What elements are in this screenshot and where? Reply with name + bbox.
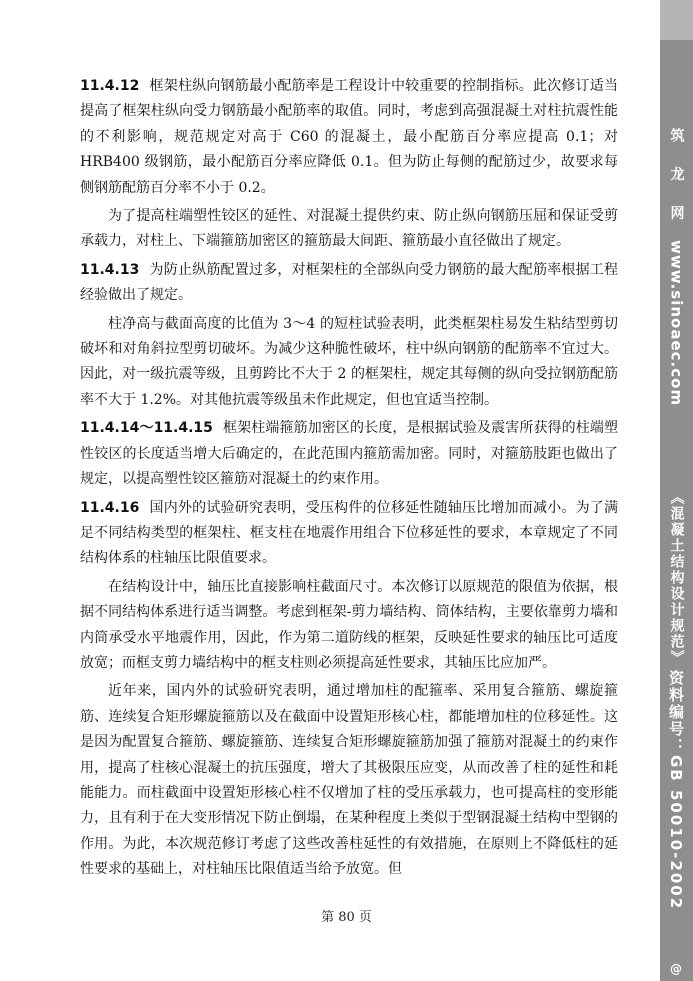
body-text xyxy=(80,74,618,886)
page-number: 第 80 页 xyxy=(321,910,372,925)
paragraph xyxy=(80,679,618,882)
watermark-sidebar xyxy=(660,0,693,981)
sidebar-top-band xyxy=(660,0,693,40)
clause-number: 11.4.16 xyxy=(80,499,140,516)
paragraph xyxy=(80,575,618,677)
paragraph xyxy=(80,204,618,255)
paragraph-11-4-13 xyxy=(80,258,618,309)
paragraph-text: 框架柱纵向钢筋最小配筋率是工程设计中较重要的控制指标。此次修订适当提高了框架柱纵向受力钢筋最小配筋率的取值。同时，考虑到高强混凝土对柱抗震性能的不利影响，规范规定对高于 C60 的混凝土，最小配筋百分率应提高 0.1；对 HRB400 级钢筋，最小配筋百分率应降低 0.1。但为防止每侧的配筋过少，故要求每侧钢筋配筋百分率不小于 0.2。 xyxy=(80,78,618,196)
clause-number: 11.4.12 xyxy=(80,78,140,94)
paragraph-text: 国内外的试验研究表明，受压构件的位移延性随轴压比增加而减小。为了满足不同结构类型的框架柱、框支柱在地震作用组合下位移延性的要求，本章规定了不同结构体系的柱轴压比限值要求。 xyxy=(80,499,618,567)
paragraph-11-4-12 xyxy=(80,74,618,201)
paragraph-text: 为了提高柱端塑性铰区的延性、对混凝土提供约束、防止纵向钢筋压屈和保证受剪承载力，对柱上、下端箍筋加密区的箍筋最大间距、箍筋最小直径做出了规定。 xyxy=(80,208,618,250)
paragraph-11-4-16 xyxy=(80,496,618,572)
paragraph xyxy=(80,312,618,414)
paragraph-text: 在结构设计中，轴压比直接影响柱截面尺寸。本次修订以原规范的限值为依据，根据不同结构体系进行适当调整。考虑到框架-剪力墙结构、筒体结构，主要依靠剪力墙和内筒承受水平地震作用，因此，作为第二道防线的框架，反映延性要求的轴压比可适度放宽；而框支剪力墙结构中的框支柱则必须提高延性要求，其轴压比应加严。 xyxy=(80,578,618,671)
document-title: 《混凝土结构设计规范》 xyxy=(668,490,685,666)
paragraph-text: 框架柱端箍筋加密区的长度，是根据试验及震害所获得的柱端塑性铰区的长度适当增大后确定的，在此范围内箍筋需加密。同时，对箍筋肢距也做出了规定，以提高塑性铰区箍筋对混凝土的约束作用。 xyxy=(80,420,619,488)
paragraph-text: 柱净高与截面高度的比值为 3～4 的短柱试验表明，此类框架柱易发生粘结型剪切破坏和对角斜拉型剪切破坏。为减少这种脆性破坏，柱中纵向钢筋的配筋率不宜过大。因此，对一级抗震等级，且剪跨比不大于 2 的框架柱，规定其每侧的纵向受拉钢筋配筋率不大于 1.2%。对其他抗震等级虽未作此规定，但也宜适当控制。 xyxy=(80,315,618,408)
corner-mark: @ xyxy=(670,962,682,976)
paragraph-text: 为防止纵筋配置过多，对框架柱的全部纵向受力钢筋的最大配筋率根据工程经验做出了规定。 xyxy=(80,261,618,304)
paragraph-text: 近年来，国内外的试验研究表明，通过增加柱的配箍率、采用复合箍筋、螺旋箍筋、连续复合矩形螺旋箍筋以及在截面中设置矩形核心柱，都能增加柱的位移延性。这是因为配置复合箍筋、螺旋箍筋、连续复合矩形螺旋箍筋加强了箍筋对混凝土的约束作用，提高了柱核心混凝土的抗压强度，增大了其极限压应变，从而改善了柱的延性和耗能能力。而柱截面中设置矩形核心柱不仅增加了柱的受压承载力，也可提高柱的变形能力，且有利于在大变形情况下防止倒塌，在某种程度上类似于型钢混凝土结构中型钢的作用。为此，本次规范修订考虑了这些改善柱延性的有效措施，在原则上不降低柱的延性要求的基础上，对柱轴压比限值适当给予放宽。但 xyxy=(80,683,618,878)
site-name-cn: 筑 龙 网 xyxy=(668,128,685,230)
site-url: www.sinoaec.com xyxy=(667,240,686,407)
clause-number: 11.4.13 xyxy=(80,261,140,278)
document-number: 资料编号：GB 50010-2002 xyxy=(667,670,685,911)
paragraph-11-4-14 xyxy=(80,416,618,492)
clause-number: 11.4.14～11.4.15 xyxy=(80,420,213,437)
